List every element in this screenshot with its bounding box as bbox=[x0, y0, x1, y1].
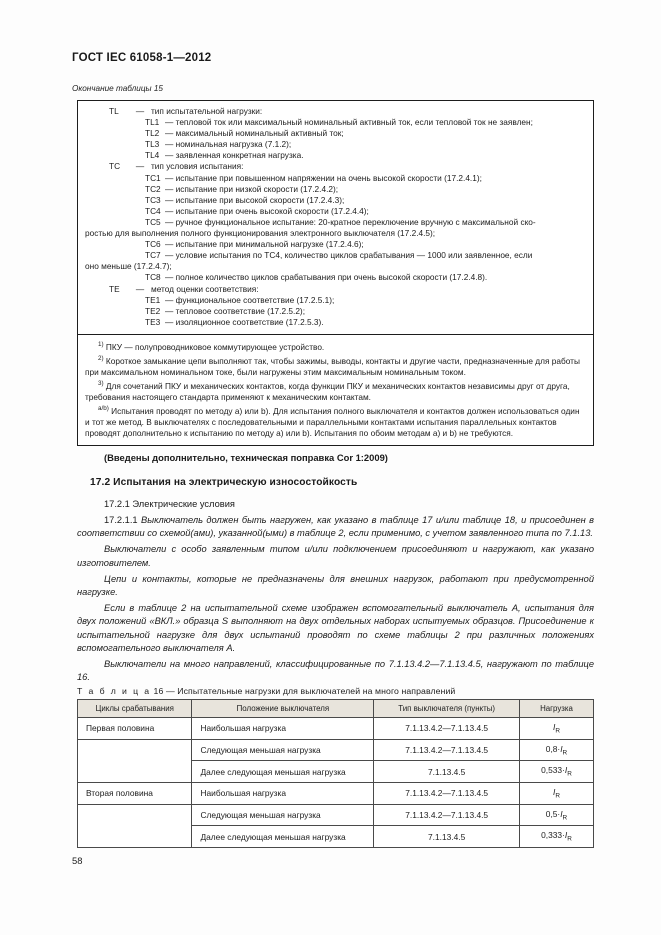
load-subscript: R bbox=[562, 814, 568, 822]
definition-row bbox=[85, 250, 586, 261]
definition-key: TC7 bbox=[145, 250, 161, 261]
definition-row bbox=[85, 128, 586, 139]
table-row bbox=[78, 718, 594, 740]
subsection-heading: 17.2.1 Электрические условия bbox=[104, 499, 235, 509]
definition-dash: — bbox=[135, 106, 145, 116]
table-row bbox=[78, 826, 594, 848]
definition-dash: — bbox=[165, 239, 176, 250]
footnote-item bbox=[85, 339, 586, 353]
definition-key: TE3 bbox=[145, 316, 161, 327]
page-number: 58 bbox=[72, 855, 83, 866]
definition-row bbox=[85, 161, 586, 172]
cell-cycles bbox=[78, 826, 192, 848]
cell-position: Далее следующая меньшая нагрузка bbox=[192, 826, 374, 848]
definition-key: TE2 bbox=[145, 305, 161, 316]
definition-row bbox=[85, 117, 586, 128]
load-symbol: $I_R$ bbox=[560, 808, 568, 822]
load-symbol: $I_R$ bbox=[564, 765, 572, 779]
definition-dash: — bbox=[165, 194, 176, 205]
definition-dash: — bbox=[165, 216, 176, 227]
definition-text: оно меньше (17.2.4.7); bbox=[85, 261, 172, 272]
table-row bbox=[78, 761, 594, 783]
load-symbol: $I_R$ bbox=[564, 830, 572, 844]
footnote-marker: 1) bbox=[98, 340, 104, 348]
footnote-marker: 3) bbox=[98, 379, 104, 387]
definition-text: ручное функциональное испытание: 20-кратное переключение вручную с максимальной ско- bbox=[175, 216, 536, 227]
definition-text: функциональное соответствие (17.2.5.1); bbox=[175, 294, 335, 305]
definition-key: TC5 bbox=[145, 216, 161, 227]
table-row bbox=[78, 739, 594, 761]
load-subscript: R bbox=[555, 727, 560, 735]
column-header-load: Нагрузка bbox=[519, 700, 593, 718]
load-coefficient: 0,8· bbox=[545, 743, 561, 754]
cell-cycles bbox=[78, 761, 192, 783]
cell-cycles bbox=[78, 804, 192, 826]
definition-text: испытание при повышенном напряжении на очень высокой скорости (17.2.4.1); bbox=[175, 172, 482, 183]
footnote-item bbox=[85, 378, 586, 403]
definition-dash: — bbox=[165, 305, 176, 316]
table-16-body bbox=[78, 718, 594, 848]
amendment-note: (Введены дополнительно, техническая поправка Cor 1:2009) bbox=[104, 452, 388, 463]
definition-text: ростью для выполнения полного функционирования электронного выключателя (17.2.4.5); bbox=[85, 228, 436, 239]
definition-row bbox=[85, 261, 586, 272]
load-subscript: R bbox=[562, 749, 568, 757]
definition-text: полное количество циклов срабатывания при очень высокой скорости (17.2.4.8). bbox=[175, 272, 488, 283]
table-row bbox=[78, 783, 594, 805]
paragraph-text: Если в таблице 2 на испытательной схеме изображен вспомогательный выключатель А, испытания для двух положений «ВКЛ.» образца S выполняют на двух отдельных наборах испытуемых образцов. Присоединение к испытательной нагрузке для двух испытаний проводят по схеме таблицы 2 при различных положениях вспомогательного выключателя А. bbox=[77, 603, 594, 653]
cell-type: 7.1.13.4.2—7.1.13.4.5 bbox=[374, 783, 520, 805]
definition-dash: — bbox=[165, 272, 176, 283]
definition-key: TC8 bbox=[145, 272, 161, 283]
cell-load bbox=[519, 718, 593, 740]
table-15-definitions bbox=[78, 101, 593, 334]
table-16-caption-prefix: Т а б л и ц а bbox=[77, 686, 152, 696]
footnote-text: Испытания проводят по методу a) или b). Для испытания полного выключателя и контактов должен использоваться один и тот же метод. В выключателях с последовательными и параллельными контактами испытания параллельных контактов проводят дополнительно к испытанию по методу a) или b). Испытания по обоим методам a) и b) не требуются. bbox=[85, 405, 580, 438]
definition-row bbox=[85, 195, 586, 206]
load-coefficient: 0,5· bbox=[545, 808, 561, 819]
definition-dash: — bbox=[165, 128, 176, 139]
definition-dash: — bbox=[135, 283, 145, 294]
cell-load bbox=[519, 804, 593, 826]
footnote-marker: 2) bbox=[98, 354, 104, 362]
definition-text: тепловой ток или максимальный номинальный активный ток, если тепловой ток не заявлен; bbox=[175, 117, 533, 128]
definition-key: TL2 bbox=[145, 128, 160, 139]
definition-key: TL bbox=[109, 106, 119, 116]
definition-key: TC2 bbox=[145, 183, 161, 194]
definition-text: тип условия испытания: bbox=[151, 161, 244, 172]
paragraph-text: Выключатели на много направлений, классифицированные по 7.1.13.4.2—7.1.13.4.5, нагружают по таблице 16. bbox=[77, 659, 594, 683]
cell-type: 7.1.13.4.5 bbox=[374, 826, 520, 848]
column-header-position: Положение выключателя bbox=[192, 700, 374, 718]
definition-row bbox=[85, 272, 586, 283]
definition-dash: — bbox=[165, 294, 176, 305]
definition-row bbox=[85, 284, 586, 295]
definition-dash: — bbox=[165, 117, 176, 128]
definition-row bbox=[85, 106, 586, 117]
definition-dash: — bbox=[165, 150, 176, 161]
load-subscript: R bbox=[567, 836, 572, 844]
definition-key: TC3 bbox=[145, 194, 161, 205]
load-symbol: $I_R$ bbox=[553, 787, 560, 800]
body-paragraph bbox=[77, 658, 594, 684]
section-heading: 17.2 Испытания на электрическую износостойкость bbox=[90, 477, 358, 488]
definition-text: условие испытания по ТС4, количество циклов срабатывания — 1000 или заявленное, если bbox=[175, 250, 533, 261]
definition-row bbox=[85, 217, 586, 228]
body-paragraph bbox=[77, 602, 594, 655]
column-header-cycles: Циклы срабатывания bbox=[78, 700, 192, 718]
table-row bbox=[78, 804, 594, 826]
cell-position: Наибольшая нагрузка bbox=[192, 718, 374, 740]
load-subscript: R bbox=[567, 771, 572, 779]
definition-text: изоляционное соответствие (17.2.5.3). bbox=[175, 316, 324, 327]
definition-row bbox=[85, 306, 586, 317]
definition-text: тип испытательной нагрузки: bbox=[151, 106, 263, 116]
table-16-caption-text: — Испытательные нагрузки для выключателей на много направлений bbox=[165, 686, 456, 696]
body-paragraph bbox=[77, 573, 594, 599]
load-coefficient: 0,333· bbox=[541, 830, 565, 841]
cell-type: 7.1.13.4.2—7.1.13.4.5 bbox=[374, 739, 520, 761]
definition-key: TC6 bbox=[145, 239, 161, 250]
definition-key: TC4 bbox=[145, 205, 161, 216]
definition-key: TL1 bbox=[145, 117, 160, 128]
definition-row bbox=[85, 184, 586, 195]
definition-key: TE1 bbox=[145, 294, 161, 305]
cell-position: Далее следующая меньшая нагрузка bbox=[192, 761, 374, 783]
definition-key: TC1 bbox=[145, 172, 161, 183]
cell-load bbox=[519, 761, 593, 783]
load-symbol: $I_R$ bbox=[560, 743, 568, 757]
footnote-item bbox=[85, 353, 586, 378]
cell-type: 7.1.13.4.2—7.1.13.4.5 bbox=[374, 718, 520, 740]
table-continuation-label: Окончание таблицы 15 bbox=[72, 84, 163, 93]
load-symbol: $I_R$ bbox=[553, 722, 560, 735]
definition-text: испытание при высокой скорости (17.2.4.3); bbox=[175, 194, 345, 205]
definition-row bbox=[85, 317, 586, 328]
column-header-type: Тип выключателя (пункты) bbox=[374, 700, 520, 718]
paragraph-text: Цепи и контакты, которые не предназначены для внешних нагрузок, работают при предусмотренной нагрузке. bbox=[77, 573, 594, 598]
cell-type: 7.1.13.4.2—7.1.13.4.5 bbox=[374, 804, 520, 826]
definition-dash: — bbox=[165, 183, 176, 194]
definition-row bbox=[85, 139, 586, 150]
table-16-caption-number: 16 bbox=[153, 686, 164, 696]
definition-text: испытание при минимальной нагрузке (17.2.4.6); bbox=[175, 239, 364, 250]
definition-row bbox=[85, 150, 586, 161]
definition-dash: — bbox=[165, 205, 176, 216]
definition-text: испытание при низкой скорости (17.2.4.2); bbox=[175, 183, 339, 194]
footnote-item bbox=[85, 403, 586, 439]
load-subscript: R bbox=[555, 792, 560, 800]
definition-text: заявленная конкретная нагрузка. bbox=[175, 150, 304, 161]
definition-key: TL3 bbox=[145, 139, 160, 150]
definition-text: тепловое соответствие (17.2.5.2); bbox=[175, 305, 305, 316]
definition-key: TC bbox=[109, 161, 121, 172]
cell-cycles: Первая половина bbox=[78, 718, 192, 740]
definition-key: TL4 bbox=[145, 150, 160, 161]
cell-load bbox=[519, 826, 593, 848]
definition-text: метод оценки соответствия: bbox=[151, 283, 259, 294]
definition-key: TE bbox=[109, 283, 120, 294]
footnote-marker: a/b) bbox=[98, 404, 109, 412]
definition-row bbox=[85, 239, 586, 250]
paragraph-text: Выключатель должен быть нагружен, как указано в таблице 17 и/или таблице 18, и присоединен в соответствии со схемой(ами), указанной(ыми) в таблице 2, если применимо, с учетом заявленного типа по 7.1.13. bbox=[77, 515, 595, 539]
definition-text: испытание при очень высокой скорости (17.2.4.4); bbox=[175, 205, 369, 216]
footnote-text: ПКУ — полупроводниковое коммутирующее устройство. bbox=[103, 341, 325, 352]
footnote-list bbox=[85, 339, 586, 439]
footnote-text: Короткое замыкание цепи выполняют так, чтобы зажимы, выводы, контакты и другие части, предназначенные для работы при максимальном номинальном токе, были нагружены этим максимальным номинальным током. bbox=[85, 355, 580, 377]
definition-dash: — bbox=[165, 316, 176, 327]
cell-position: Следующая меньшая нагрузка bbox=[192, 739, 374, 761]
definition-text: максимальный номинальный активный ток; bbox=[175, 128, 344, 139]
cell-position: Наибольшая нагрузка bbox=[192, 783, 374, 805]
cell-cycles bbox=[78, 739, 192, 761]
cell-load bbox=[519, 783, 593, 805]
paragraph-number: 17.2.1.1 bbox=[104, 515, 142, 525]
definition-dash: — bbox=[165, 172, 176, 183]
table-header-row bbox=[78, 700, 594, 718]
cell-position: Следующая меньшая нагрузка bbox=[192, 804, 374, 826]
table-16-caption bbox=[77, 686, 455, 696]
cell-type: 7.1.13.4.5 bbox=[374, 761, 520, 783]
standard-title: ГОСТ IEC 61058-1—2012 bbox=[72, 52, 212, 64]
cell-load bbox=[519, 739, 593, 761]
table-15-continuation-box bbox=[77, 100, 594, 446]
paragraph-text: Выключатели с особо заявленным типом и/или подключением присоединяют и нагружают, как указано изготовителем. bbox=[77, 544, 594, 568]
footnote-text: Для сочетаний ПКУ и механических контактов, когда функции ПКУ и механических контактов независимы друг от друга, требования настоящего стандарта применяют к механическим контактам. bbox=[85, 380, 570, 402]
definition-row bbox=[85, 206, 586, 217]
load-coefficient: 0,533· bbox=[541, 765, 565, 776]
body-paragraph bbox=[77, 514, 594, 540]
cell-cycles: Вторая половина bbox=[78, 783, 192, 805]
definition-row bbox=[85, 295, 586, 306]
definition-list bbox=[85, 106, 586, 328]
body-paragraph bbox=[77, 543, 594, 569]
definition-row bbox=[85, 228, 586, 239]
definition-dash: — bbox=[165, 250, 176, 261]
table-15-footnotes bbox=[78, 334, 593, 445]
table-16-header bbox=[78, 700, 594, 718]
table-16 bbox=[77, 699, 594, 848]
body-paragraphs bbox=[77, 514, 594, 684]
definition-row bbox=[85, 173, 586, 184]
definition-text: номинальная нагрузка (7.1.2); bbox=[175, 139, 292, 150]
definition-dash: — bbox=[165, 139, 176, 150]
definition-dash: — bbox=[135, 161, 145, 172]
